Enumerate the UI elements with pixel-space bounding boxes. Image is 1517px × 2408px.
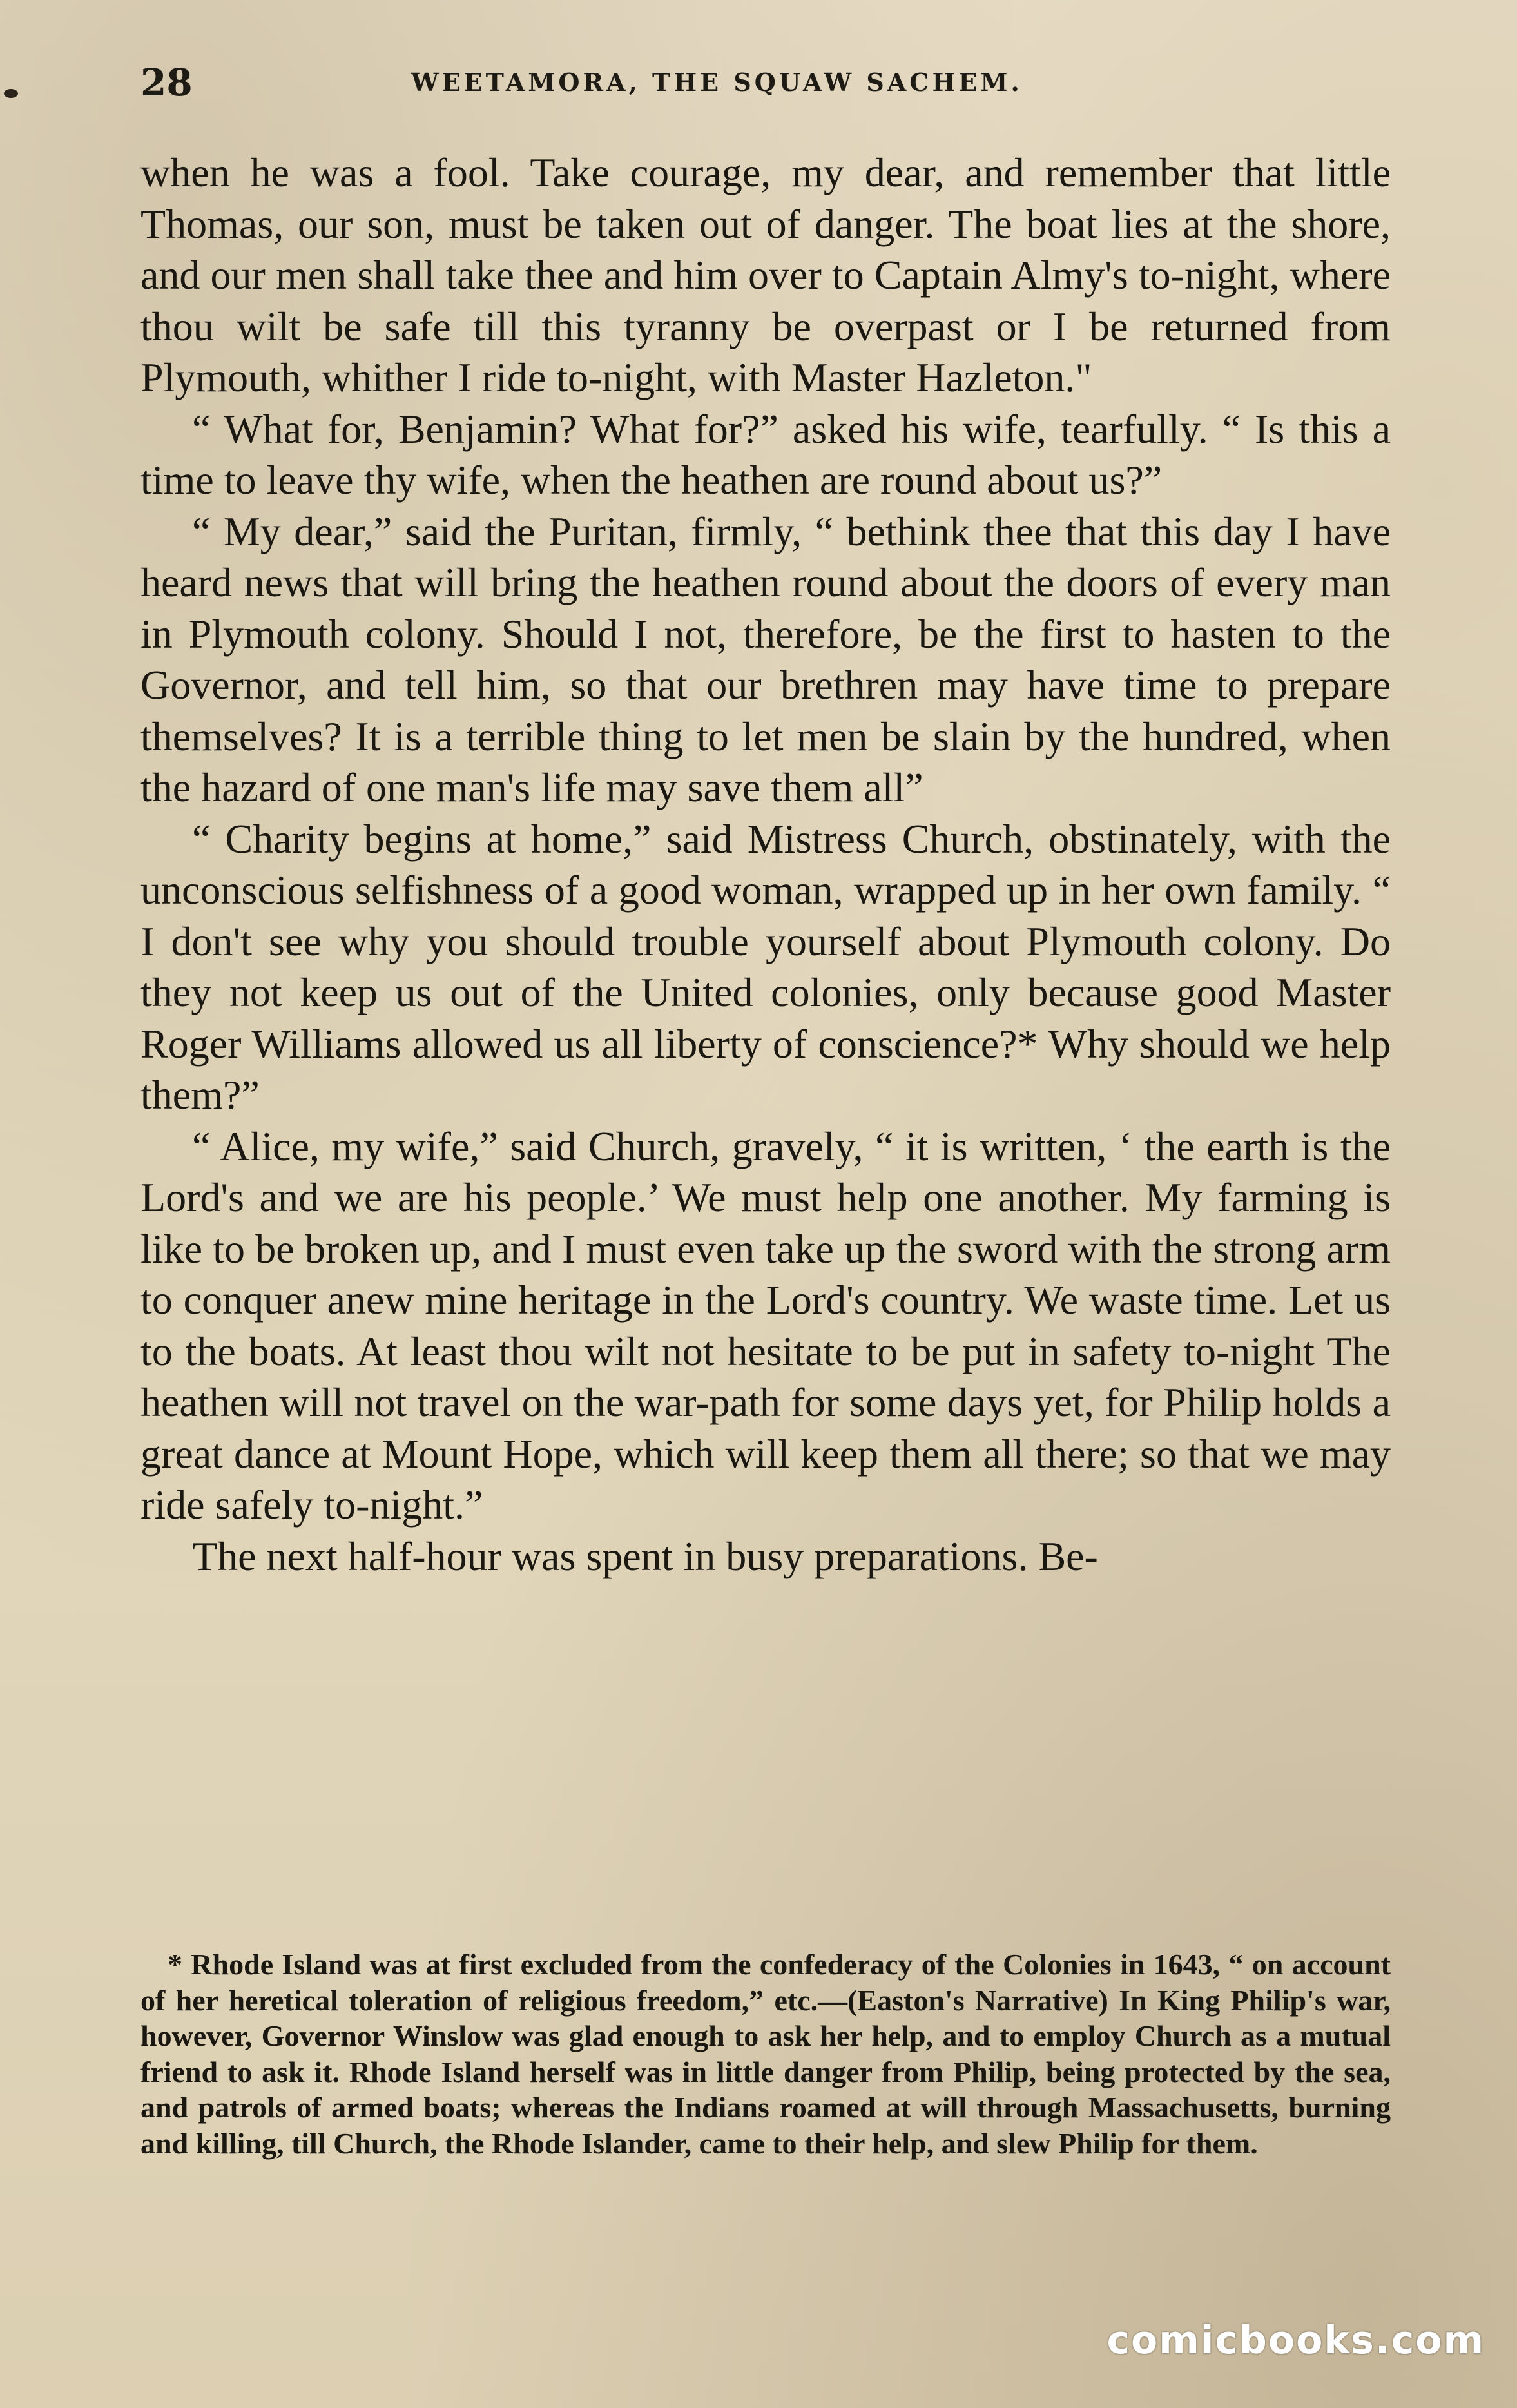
body-text	[140, 147, 1391, 1582]
footnote-text: * Rhode Island was at first excluded from the confederacy of the Colonies in 1643, “ on account of her heretical toleration of religious freedom,” etc.—(Easton's Narrative) In King Philip's war, however, Governor Winslow was glad enough to ask her help, and to employ Church as a mutual friend to ask it. Rhode Island herself was in little danger from Philip, being protected by the sea, and patrols of armed boats; whereas the Indians roamed at will through Massachusetts, burning and killing, till Church, the Rhode Islander, came to their help, and slew Philip for them.	[140, 1948, 1391, 2160]
paragraph: The next half-hour was spent in busy preparations. Be-	[192, 1533, 1098, 1579]
paragraph: “ My dear,” said the Puritan, firmly, “ bethink thee that this day I have heard news that will bring the heathen round about the doors of every man in Plymouth colony. Should I not, therefore, be the first to hasten to the Governor, and tell him, so that our brethren may have time to prepare themselves? It is a terrible thing to let men be slain by the hundred, when the hazard of one man's life may save them all”	[140, 508, 1391, 810]
page-number: 28	[140, 61, 193, 104]
footnote	[140, 1947, 1391, 2161]
paragraph: “ Charity begins at home,” said Mistress Church, obstinately, with the unconscious selfishness of a good woman, wrapped up in her own family. “ I don't see why you should trouble yourself about Plymouth colony. Do they not keep us out of the United colonies, only because good Master Roger Williams allowed us all liberty of conscience?* Why should we help them?”	[140, 815, 1391, 1118]
watermark: comicbooks.com	[1106, 2318, 1485, 2363]
paragraph: “ What for, Benjamin? What for?” asked his wife, tearfully. “ Is this a time to leave thy wife, when the heathen are round about us?”	[140, 405, 1391, 503]
page-header	[140, 57, 1391, 108]
ink-smudge	[4, 89, 18, 98]
paragraph: when he was a fool. Take courage, my dear, and remember that little Thomas, our son, must be taken out of danger. The boat lies at the shore, and our men shall take thee and him over to Captain Almy's to-night, where thou wilt be safe till this tyranny be overpast or I be returned from Plymouth, whither I ride to-night, with Master Hazleton."	[140, 150, 1391, 400]
running-title: WEETAMORA, THE SQUAW SACHEM.	[411, 68, 1023, 97]
paragraph: “ Alice, my wife,” said Church, gravely, “ it is written, ‘ the earth is the Lord's and we are his people.’ We must help one another. My farming is like to be broken up, and I must even take up the sword with the strong arm to conquer anew mine heritage in the Lord's country. We waste time. Let us to the boats. At least thou wilt not hesitate to be put in safety to-night The heathen will not travel on the war-path for some days yet, for Philip holds a great dance at Mount Hope, which will keep them all there; so that we may ride safely to-night.”	[140, 1123, 1391, 1528]
